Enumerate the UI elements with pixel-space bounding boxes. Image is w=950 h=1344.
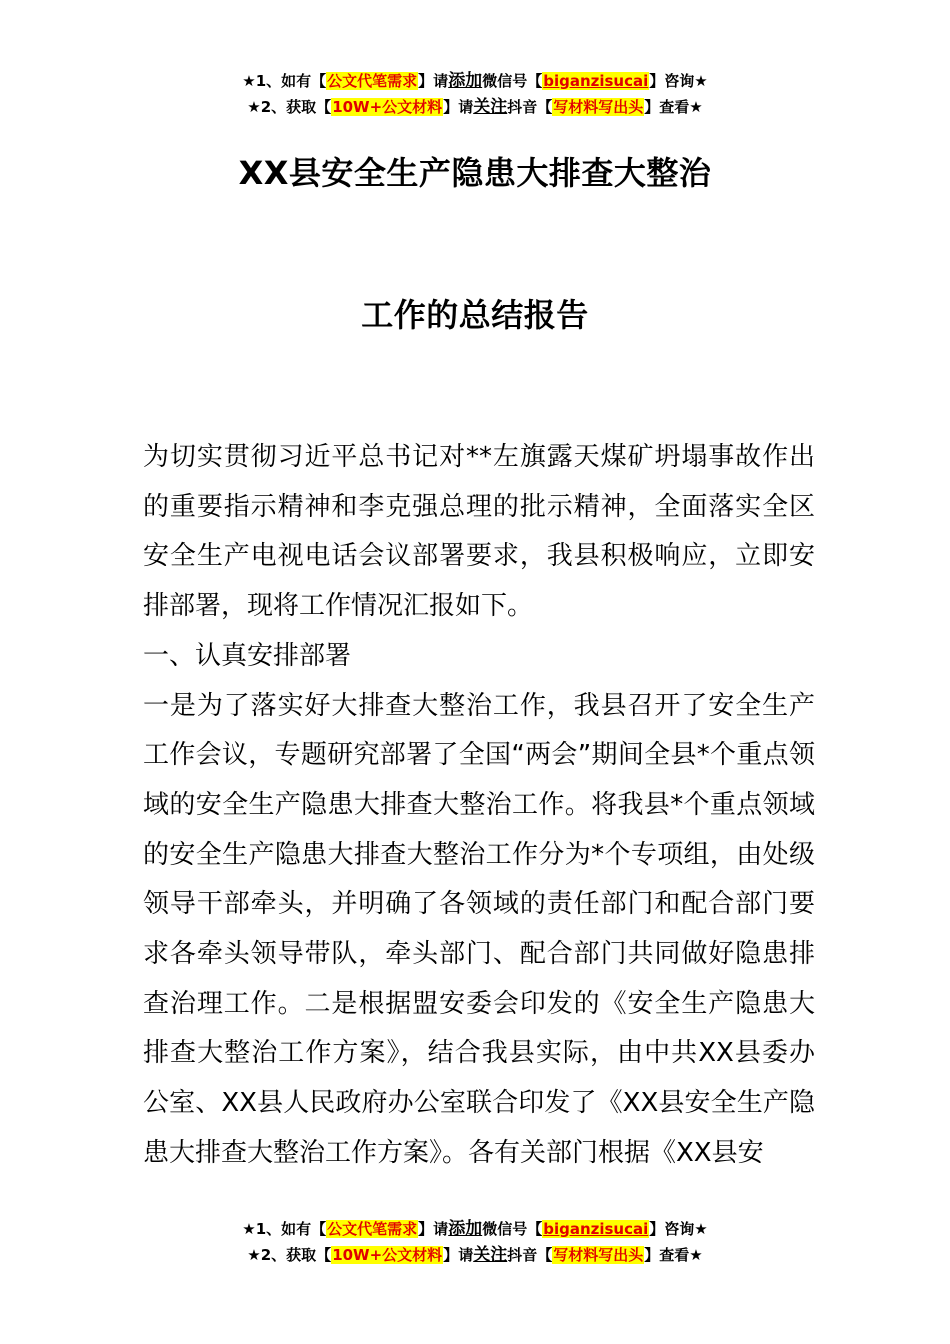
footer-line-1-prefix: ★1、如有【: [242, 1220, 327, 1238]
banner-line-1-suffix: 】咨询★: [649, 72, 708, 90]
banner-line-1-prefix: ★1、如有【: [242, 72, 327, 90]
banner-emphasis-follow: 关注: [473, 97, 508, 117]
document-title-line-2: 工作的总结报告: [361, 296, 589, 334]
footer-douyin-account: 写材料写出头: [553, 1246, 644, 1264]
banner-line-1-mid2: 微信号【: [482, 72, 543, 90]
banner-line-2-prefix: ★2、获取【: [247, 98, 332, 116]
banner-line-1: [0, 68, 950, 94]
section-1-heading: 一、认真安排部署: [143, 640, 352, 671]
footer-line-1-suffix: 】咨询★: [649, 1220, 708, 1238]
banner-wechat-id[interactable]: biganzisucai: [543, 72, 649, 90]
footer-line-2-mid2: 抖音【: [507, 1246, 553, 1264]
footer-line-2-prefix: ★2、获取【: [247, 1246, 332, 1264]
document-title-line-1: XX县安全生产隐患大排查大整治: [238, 154, 712, 192]
footer-line-2-mid: 】请: [443, 1246, 474, 1264]
banner-emphasis-add: 添加: [448, 71, 483, 91]
footer-emphasis-add: 添加: [448, 1219, 483, 1239]
footer-highlight-service: 公文代笔需求: [327, 1220, 418, 1238]
banner-highlight-service: 公文代笔需求: [327, 72, 418, 90]
footer-emphasis-follow: 关注: [473, 1245, 508, 1265]
banner-line-2-suffix: 】查看★: [644, 98, 703, 116]
banner-douyin-account: 写材料写出头: [553, 98, 644, 116]
document-body: [143, 433, 815, 1179]
footer-line-2-suffix: 】查看★: [644, 1246, 703, 1264]
banner-line-2: [0, 94, 950, 120]
banner-line-1-mid: 】请: [418, 72, 449, 90]
footer-banner-line-1: [0, 1216, 950, 1242]
footer-wechat-id[interactable]: biganzisucai: [543, 1220, 649, 1238]
footer-line-1-mid2: 微信号【: [482, 1220, 543, 1238]
footer-banner-line-2: [0, 1242, 950, 1268]
section-1-paragraph: 一是为了落实好大排查大整治工作，我县召开了安全生产工作会议，专题研究部署了全国“两会”期间全县*个重点领域的安全生产隐患大排查大整治工作。将我县*个重点领域的安全生产隐患大排查大整治工作分为*个专项组，由处级领导干部牵头，并明确了各领域的责任部门和配合部门要求各牵头领导带队，牵头部门、配合部门共同做好隐患排查治理工作。二是根据盟安委会印发的《安全生产隐患大排查大整治工作方案》，结合我县实际，由中共XX县委办公室、XX县人民政府办公室联合印发了《XX县安全生产隐患大排查大整治工作方案》。各有关部门根据《XX县安: [143, 690, 815, 1168]
header-banner: [0, 68, 950, 120]
footer-banner: [0, 1216, 950, 1268]
footer-highlight-materials: 10W+公文材料: [332, 1246, 443, 1264]
banner-highlight-materials: 10W+公文材料: [332, 98, 443, 116]
banner-line-2-mid: 】请: [443, 98, 474, 116]
footer-line-1-mid: 】请: [418, 1220, 449, 1238]
intro-paragraph: 为切实贯彻习近平总书记对**左旗露天煤矿坍塌事故作出的重要指示精神和李克强总理的批示精神，全面落实全区安全生产电视电话会议部署要求，我县积极响应，立即安排部署，现将工作情况汇报如下。: [143, 442, 815, 622]
banner-line-2-mid2: 抖音【: [507, 98, 553, 116]
